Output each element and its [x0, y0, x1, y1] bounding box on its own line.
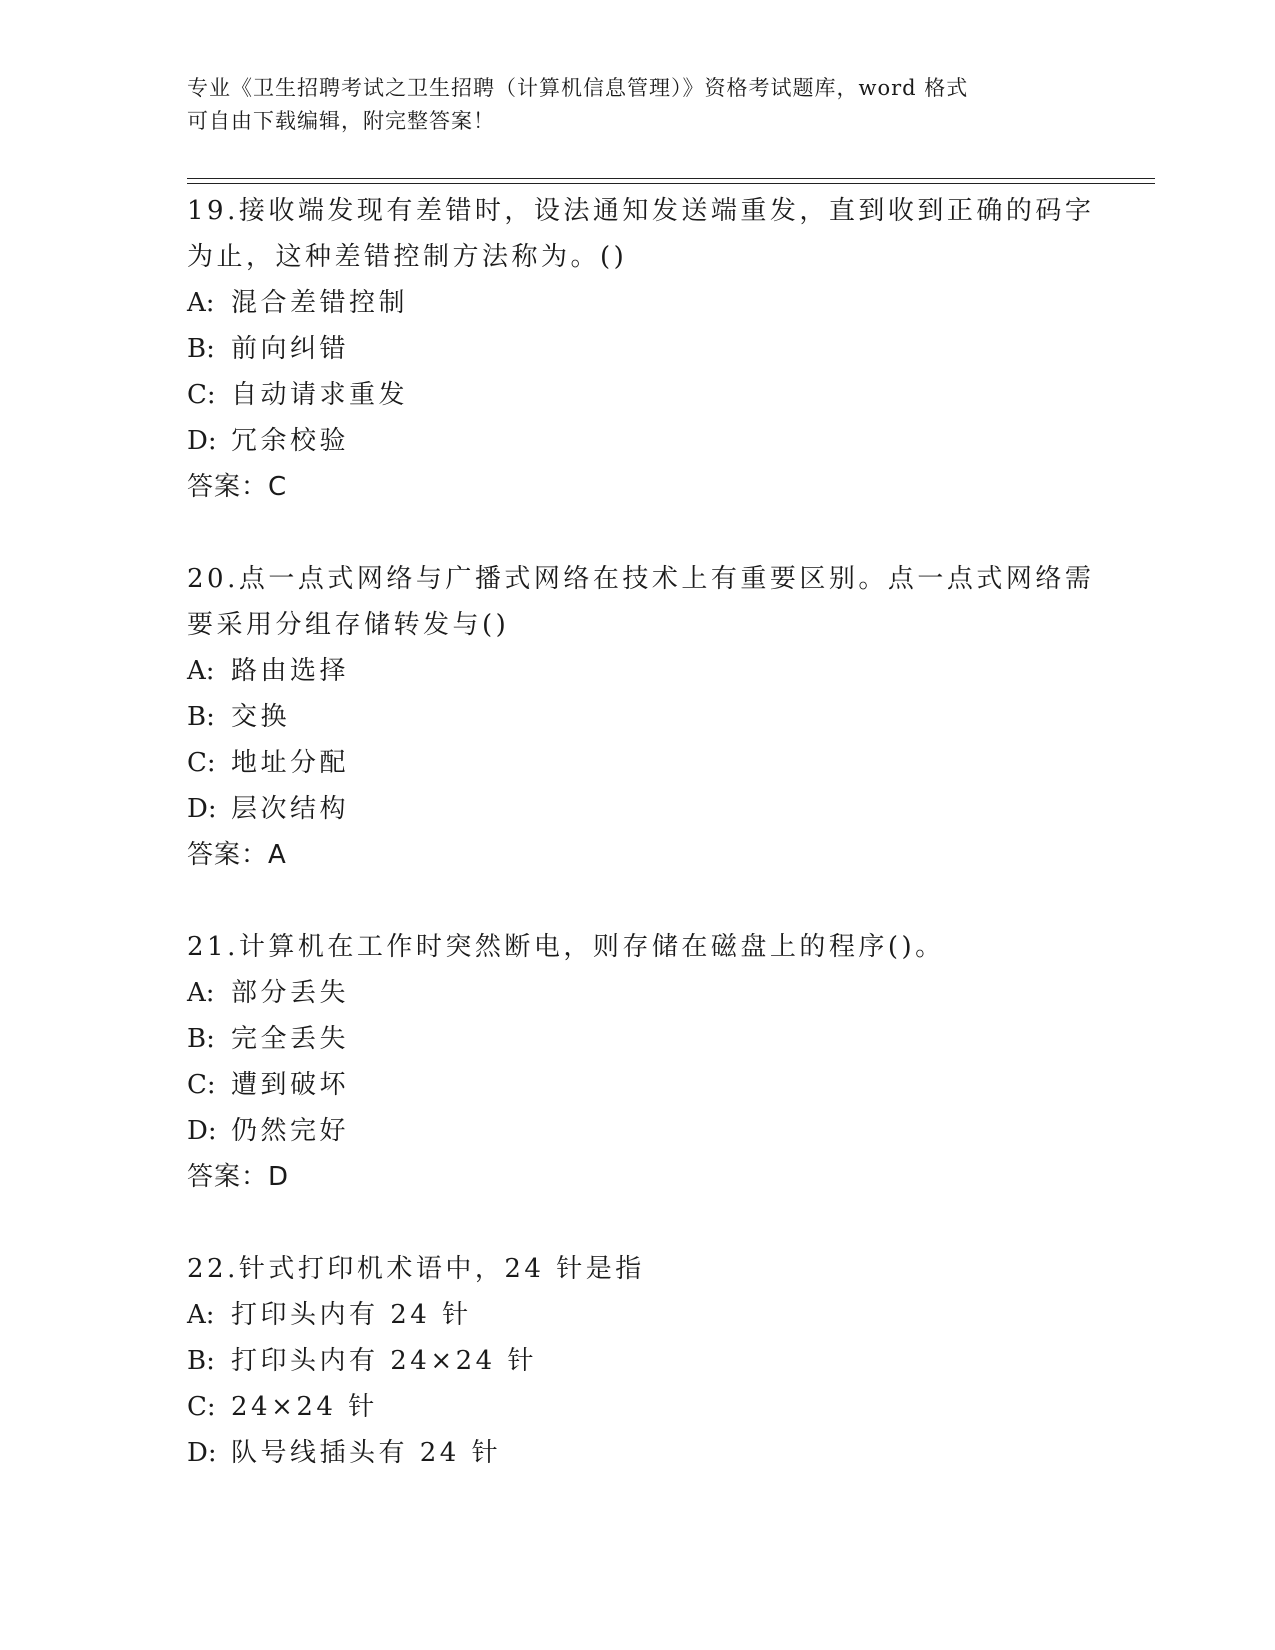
option-text: 地址分配: [231, 748, 350, 778]
option-text: 层次结构: [231, 794, 350, 824]
option-label: A:: [187, 288, 215, 318]
header-line-1: 专业《卫生招聘考试之卫生招聘（计算机信息管理）》资格考试题库，word 格式: [187, 76, 969, 100]
option-label: B:: [187, 1024, 215, 1054]
option-text: 部分丢失: [231, 978, 350, 1008]
option-text: 完全丢失: [231, 1024, 350, 1054]
option-b: [187, 694, 1087, 740]
header-rule-top: [187, 178, 1155, 179]
option-a: [187, 970, 1087, 1016]
option-label: C:: [187, 1070, 216, 1100]
question-stem-line: 21.计算机在工作时突然断电，则存储在磁盘上的程序()。: [187, 932, 945, 962]
option-label: B:: [187, 334, 215, 364]
option-c: [187, 1062, 1087, 1108]
option-text: 24×24 针: [231, 1392, 378, 1422]
question-22: [187, 1246, 1087, 1476]
option-b: [187, 326, 1087, 372]
option-text: 队号线插头有 24 针: [231, 1438, 502, 1468]
option-label: C:: [187, 380, 216, 410]
question-stem-line: 要采用分组存储转发与(): [187, 610, 510, 640]
option-text: 冗余校验: [231, 426, 350, 456]
option-a: [187, 280, 1087, 326]
option-a: [187, 648, 1087, 694]
option-d: [187, 1430, 1087, 1476]
option-text: 前向纠错: [231, 334, 350, 364]
answer-line: 答案：C: [187, 472, 288, 502]
question-stem-line: 19.接收端发现有差错时，设法通知发送端重发，直到收到正确的码字: [187, 196, 1095, 226]
option-d: [187, 1108, 1087, 1154]
option-text: 路由选择: [231, 656, 350, 686]
option-label: D:: [187, 794, 217, 824]
option-b: [187, 1338, 1087, 1384]
option-text: 遭到破坏: [231, 1070, 350, 1100]
option-c: [187, 740, 1087, 786]
question-21: [187, 924, 1087, 1200]
option-label: B:: [187, 702, 215, 732]
option-c: [187, 1384, 1087, 1430]
option-text: 混合差错控制: [231, 288, 409, 318]
option-label: D:: [187, 1116, 217, 1146]
option-label: A:: [187, 656, 215, 686]
question-stem-line: 20.点一点式网络与广播式网络在技术上有重要区别。点一点式网络需: [187, 564, 1095, 594]
header-rule-bottom: [187, 183, 1155, 184]
option-b: [187, 1016, 1087, 1062]
question-list: [187, 188, 1095, 1476]
option-d: [187, 418, 1087, 464]
option-a: [187, 1292, 1087, 1338]
option-text: 仍然完好: [231, 1116, 350, 1146]
option-label: A:: [187, 1300, 215, 1330]
document-header: [187, 72, 1067, 138]
option-d: [187, 786, 1087, 832]
option-label: C:: [187, 748, 216, 778]
option-label: D:: [187, 426, 217, 456]
answer-line: 答案：D: [187, 1162, 290, 1192]
header-line-2: 可自由下载编辑，附完整答案！: [187, 109, 495, 133]
option-text: 打印头内有 24 针: [231, 1300, 472, 1330]
option-label: B:: [187, 1346, 215, 1376]
option-label: C:: [187, 1392, 216, 1422]
answer-line: 答案：A: [187, 840, 287, 870]
question-stem-line: 为止，这种差错控制方法称为。(): [187, 242, 628, 272]
option-text: 交换: [231, 702, 291, 732]
option-text: 打印头内有 24×24 针: [231, 1346, 537, 1376]
question-20: [187, 556, 1095, 878]
option-label: D:: [187, 1438, 217, 1468]
question-stem-line: 22.针式打印机术语中，24 针是指: [187, 1254, 645, 1284]
question-19: [187, 188, 1095, 510]
option-c: [187, 372, 1087, 418]
option-text: 自动请求重发: [231, 380, 409, 410]
option-label: A:: [187, 978, 215, 1008]
